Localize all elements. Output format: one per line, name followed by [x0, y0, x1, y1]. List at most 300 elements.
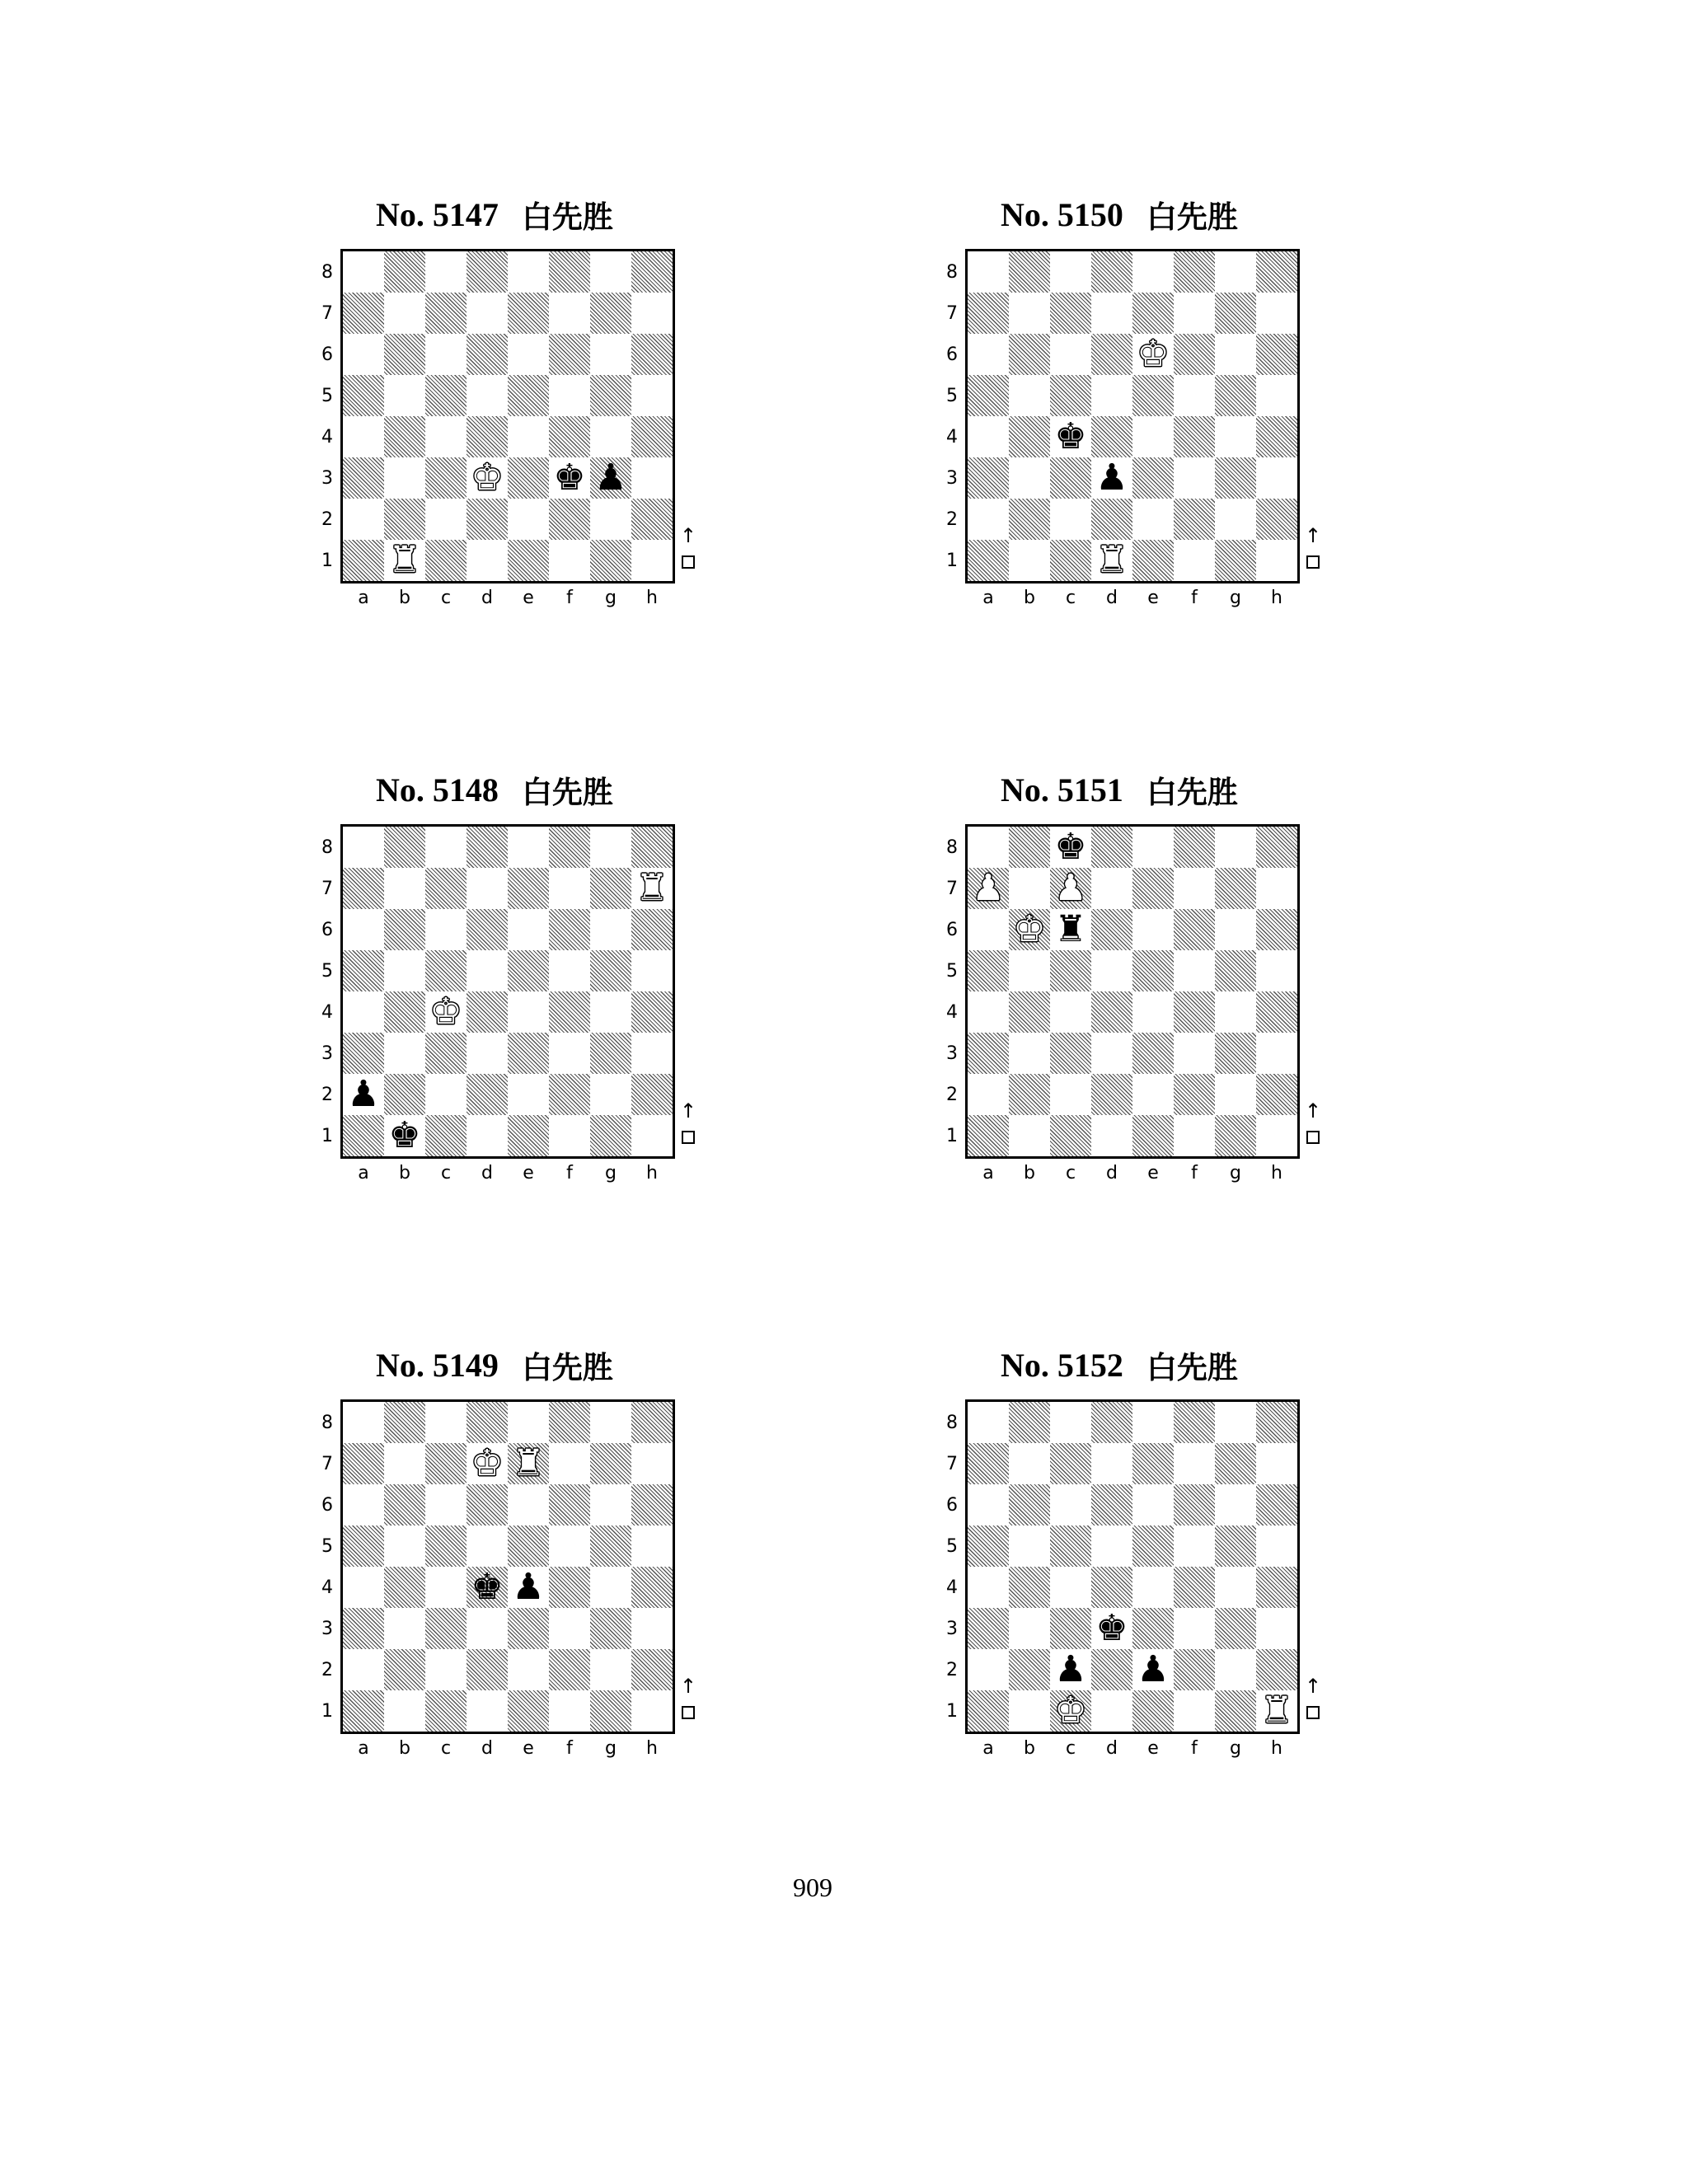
square-c5	[425, 375, 467, 416]
square-e1	[1132, 1690, 1174, 1732]
file-label: d	[481, 1162, 493, 1183]
square-f7	[549, 293, 590, 334]
square-h4	[631, 991, 673, 1033]
square-c3	[425, 1033, 467, 1074]
square-e3	[1132, 1608, 1174, 1649]
puzzle-title	[280, 766, 709, 813]
rank-label: 4	[946, 1577, 958, 1598]
file-label: g	[1230, 587, 1241, 608]
square-e3	[1132, 457, 1174, 499]
square-c8	[425, 1402, 467, 1443]
square-f6	[549, 334, 590, 375]
square-e3	[508, 1033, 549, 1074]
square-g5	[1215, 1526, 1256, 1567]
square-g8	[1215, 251, 1256, 293]
square-h5	[1256, 950, 1297, 991]
square-e3	[508, 1608, 549, 1649]
square-e4	[1132, 991, 1174, 1033]
square-f1	[549, 1690, 590, 1732]
puzzle-task: 白先胜	[1146, 1350, 1238, 1385]
square-c1	[425, 540, 467, 581]
puzzle-task: 白先胜	[521, 1350, 613, 1385]
square-f2	[549, 1649, 590, 1690]
black-king-icon: ♚	[553, 457, 586, 499]
square-b2	[384, 499, 425, 540]
square-a4	[968, 1567, 1009, 1608]
square-d8	[467, 251, 508, 293]
up-arrow-icon: ↑	[679, 1099, 697, 1122]
square-g2	[1215, 1074, 1256, 1115]
square-b4	[1009, 1567, 1050, 1608]
square-e4	[508, 416, 549, 457]
rank-label: 3	[946, 1043, 958, 1064]
square-h7	[631, 1443, 673, 1484]
square-h2	[1256, 1649, 1297, 1690]
square-h5	[631, 1526, 673, 1567]
square-e1	[508, 1115, 549, 1156]
rank-label: 1	[946, 1125, 958, 1146]
square-f8	[1174, 827, 1215, 868]
square-a4	[968, 991, 1009, 1033]
square-g6	[1215, 909, 1256, 950]
puzzle-5148	[280, 766, 709, 1228]
rank-label: 2	[321, 1659, 333, 1680]
file-label: e	[523, 1737, 534, 1759]
square-a5	[968, 950, 1009, 991]
up-arrow-icon: ↑	[1304, 1675, 1322, 1698]
square-f4	[549, 416, 590, 457]
square-g6	[590, 1484, 631, 1526]
square-e7	[1132, 293, 1174, 334]
white-king-icon: ♚	[1013, 908, 1046, 950]
square-h8	[631, 251, 673, 293]
square-d4	[467, 991, 508, 1033]
square-b1	[384, 1690, 425, 1732]
square-a4	[968, 416, 1009, 457]
white-square-icon	[682, 1706, 695, 1719]
chess-board	[340, 1399, 675, 1734]
square-h3	[631, 1608, 673, 1649]
rank-label: 1	[946, 550, 958, 571]
square-b5	[384, 950, 425, 991]
square-h6	[1256, 909, 1297, 950]
square-g3	[1215, 1608, 1256, 1649]
square-a7	[968, 293, 1009, 334]
rank-label: 4	[321, 1577, 333, 1598]
square-c6	[1050, 334, 1091, 375]
file-label: c	[1065, 587, 1076, 608]
square-a4	[343, 1567, 384, 1608]
white-king-icon: ♚	[471, 457, 504, 499]
square-a2	[968, 499, 1009, 540]
file-label: f	[1191, 1162, 1198, 1183]
square-b3	[384, 1608, 425, 1649]
square-e4	[508, 991, 549, 1033]
rank-label: 2	[321, 509, 333, 530]
square-f2	[549, 499, 590, 540]
square-d3	[467, 1608, 508, 1649]
square-f8	[549, 251, 590, 293]
square-a6	[343, 334, 384, 375]
rank-label: 7	[946, 878, 958, 899]
square-c6	[1050, 1484, 1091, 1526]
square-h7	[631, 293, 673, 334]
square-c5	[1050, 375, 1091, 416]
square-d5	[1091, 375, 1132, 416]
rank-label: 2	[946, 1659, 958, 1680]
page-number: 909	[793, 1872, 832, 1902]
white-square-icon	[682, 555, 695, 569]
square-e4	[1132, 1567, 1174, 1608]
square-d6	[467, 909, 508, 950]
puzzle-title	[905, 191, 1334, 237]
square-f8	[1174, 1402, 1215, 1443]
square-f2	[1174, 1074, 1215, 1115]
rank-label: 5	[321, 960, 333, 982]
square-a2	[343, 499, 384, 540]
square-h6	[631, 1484, 673, 1526]
square-e1	[1132, 1115, 1174, 1156]
square-h7	[1256, 293, 1297, 334]
square-d2	[467, 1074, 508, 1115]
square-e8	[1132, 251, 1174, 293]
square-g4	[590, 416, 631, 457]
square-g1	[1215, 1115, 1256, 1156]
square-e5	[508, 950, 549, 991]
square-a2	[968, 1074, 1009, 1115]
square-e6	[508, 334, 549, 375]
square-h8	[1256, 827, 1297, 868]
square-f6	[549, 909, 590, 950]
square-b4	[1009, 416, 1050, 457]
square-c3	[1050, 1608, 1091, 1649]
square-c8	[1050, 251, 1091, 293]
file-label: b	[1024, 587, 1035, 608]
square-g3	[590, 1033, 631, 1074]
rank-label: 8	[946, 1412, 958, 1433]
square-f6	[1174, 334, 1215, 375]
file-label: a	[358, 1162, 369, 1183]
square-g4	[1215, 416, 1256, 457]
square-e5	[1132, 950, 1174, 991]
puzzle-5149	[280, 1342, 709, 1803]
square-d2	[1091, 499, 1132, 540]
rank-label: 4	[321, 426, 333, 448]
square-c6	[425, 909, 467, 950]
file-label: g	[605, 1737, 617, 1759]
square-h4	[631, 1567, 673, 1608]
square-b8	[384, 827, 425, 868]
file-label: e	[523, 1162, 534, 1183]
square-d7	[467, 293, 508, 334]
white-pawn-icon: ♟	[972, 867, 1005, 909]
square-g2	[1215, 499, 1256, 540]
square-d6	[467, 1484, 508, 1526]
square-b7	[1009, 293, 1050, 334]
square-b3	[384, 457, 425, 499]
white-rook-icon: ♜	[635, 867, 668, 909]
square-g7	[590, 293, 631, 334]
square-f6	[1174, 909, 1215, 950]
square-f6	[1174, 1484, 1215, 1526]
square-a5	[343, 1526, 384, 1567]
square-d8	[1091, 1402, 1132, 1443]
black-pawn-icon: ♟	[347, 1073, 380, 1115]
rank-label: 3	[946, 1618, 958, 1639]
puzzle-number: No. 5149	[376, 1346, 499, 1384]
square-g3	[590, 1608, 631, 1649]
square-e7	[508, 293, 549, 334]
square-a7	[343, 1443, 384, 1484]
square-a3	[343, 1608, 384, 1649]
square-f1	[549, 540, 590, 581]
white-rook-icon: ♜	[388, 539, 421, 581]
square-a6	[343, 1484, 384, 1526]
square-a7	[343, 293, 384, 334]
square-c7	[425, 293, 467, 334]
file-label: g	[1230, 1737, 1241, 1759]
square-g8	[1215, 1402, 1256, 1443]
square-g4	[1215, 1567, 1256, 1608]
square-h2	[1256, 1074, 1297, 1115]
square-c2	[425, 1649, 467, 1690]
black-pawn-icon: ♟	[1095, 457, 1128, 499]
square-g1	[590, 1115, 631, 1156]
square-f4	[1174, 416, 1215, 457]
rank-label: 1	[321, 550, 333, 571]
square-d3	[467, 1033, 508, 1074]
square-h7	[1256, 868, 1297, 909]
rank-label: 8	[321, 1412, 333, 1433]
square-f1	[549, 1115, 590, 1156]
square-g1	[590, 540, 631, 581]
black-rook-icon: ♜	[1054, 908, 1087, 950]
square-a6	[968, 1484, 1009, 1526]
square-g5	[590, 1526, 631, 1567]
square-e4	[1132, 416, 1174, 457]
black-pawn-icon: ♟	[512, 1566, 545, 1608]
white-to-move-icon	[681, 1676, 696, 1724]
square-a4	[343, 991, 384, 1033]
file-label: d	[1106, 1162, 1118, 1183]
file-label: f	[1191, 1737, 1198, 1759]
square-e5	[1132, 1526, 1174, 1567]
square-b4	[384, 991, 425, 1033]
square-f8	[549, 827, 590, 868]
square-f2	[1174, 499, 1215, 540]
rank-label: 4	[321, 1001, 333, 1023]
square-g2	[590, 1649, 631, 1690]
square-e2	[508, 1074, 549, 1115]
rank-label: 6	[946, 344, 958, 365]
puzzle-task: 白先胜	[521, 775, 613, 810]
square-c1	[425, 1115, 467, 1156]
square-e2	[508, 499, 549, 540]
black-king-icon: ♚	[1095, 1607, 1128, 1649]
square-e7	[1132, 1443, 1174, 1484]
square-c1	[1050, 540, 1091, 581]
white-king-icon: ♚	[429, 991, 462, 1033]
puzzle-5150	[905, 191, 1334, 653]
file-label: g	[1230, 1162, 1241, 1183]
square-h3	[1256, 1608, 1297, 1649]
square-h2	[1256, 499, 1297, 540]
square-h3	[631, 457, 673, 499]
square-b2	[384, 1649, 425, 1690]
square-b1	[1009, 1690, 1050, 1732]
square-a1	[343, 1115, 384, 1156]
puzzle-title	[905, 1342, 1334, 1388]
rank-label: 7	[946, 302, 958, 324]
file-label: f	[1191, 587, 1198, 608]
square-f1	[1174, 1115, 1215, 1156]
square-c7	[1050, 1443, 1091, 1484]
square-b6	[1009, 1484, 1050, 1526]
square-g5	[590, 375, 631, 416]
square-g2	[590, 1074, 631, 1115]
square-b5	[1009, 1526, 1050, 1567]
puzzle-5147	[280, 191, 709, 653]
square-d8	[1091, 827, 1132, 868]
chess-board	[340, 824, 675, 1159]
square-e1	[508, 1690, 549, 1732]
square-c3	[1050, 1033, 1091, 1074]
rank-label: 8	[321, 837, 333, 858]
rank-label: 5	[321, 385, 333, 406]
square-a3	[343, 1033, 384, 1074]
puzzle-number: No. 5147	[376, 195, 499, 233]
file-label: d	[481, 1737, 493, 1759]
square-g7	[590, 868, 631, 909]
square-g7	[590, 1443, 631, 1484]
square-g2	[1215, 1649, 1256, 1690]
square-b2	[1009, 1074, 1050, 1115]
square-e7	[508, 868, 549, 909]
square-a6	[968, 909, 1009, 950]
square-e7	[1132, 868, 1174, 909]
file-label: c	[1065, 1737, 1076, 1759]
square-a8	[343, 251, 384, 293]
square-b7	[384, 1443, 425, 1484]
square-f6	[549, 1484, 590, 1526]
square-c8	[425, 251, 467, 293]
square-d1	[1091, 1115, 1132, 1156]
square-g6	[1215, 334, 1256, 375]
square-d8	[467, 827, 508, 868]
white-king-icon: ♚	[1054, 1690, 1087, 1732]
white-square-icon	[1306, 1706, 1320, 1719]
puzzle-task: 白先胜	[521, 199, 613, 235]
file-label: h	[1271, 1162, 1282, 1183]
square-d1	[1091, 1690, 1132, 1732]
square-h2	[631, 1074, 673, 1115]
square-f3	[1174, 1608, 1215, 1649]
square-e6	[1132, 909, 1174, 950]
file-label: h	[1271, 587, 1282, 608]
square-h8	[631, 1402, 673, 1443]
square-c4	[1050, 1567, 1091, 1608]
square-c5	[425, 950, 467, 991]
square-f8	[549, 1402, 590, 1443]
square-g5	[1215, 950, 1256, 991]
square-h5	[1256, 1526, 1297, 1567]
square-f3	[549, 1608, 590, 1649]
square-c4	[425, 416, 467, 457]
rank-label: 2	[946, 1084, 958, 1105]
square-a3	[343, 457, 384, 499]
file-label: f	[566, 1737, 573, 1759]
square-f4	[549, 1567, 590, 1608]
square-d4	[1091, 416, 1132, 457]
puzzle-title	[280, 1342, 709, 1388]
square-d6	[1091, 334, 1132, 375]
up-arrow-icon: ↑	[1304, 1099, 1322, 1122]
square-a1	[343, 540, 384, 581]
chess-board	[965, 249, 1300, 583]
square-f1	[1174, 1690, 1215, 1732]
square-g6	[590, 909, 631, 950]
up-arrow-icon: ↑	[679, 1675, 697, 1698]
square-d2	[467, 499, 508, 540]
square-b3	[384, 1033, 425, 1074]
square-h2	[631, 499, 673, 540]
rank-label: 6	[946, 919, 958, 940]
file-label: b	[399, 1162, 410, 1183]
square-g4	[590, 991, 631, 1033]
file-label: e	[523, 587, 534, 608]
square-g5	[590, 950, 631, 991]
square-f1	[1174, 540, 1215, 581]
square-h7	[1256, 1443, 1297, 1484]
puzzle-number: No. 5152	[1001, 1346, 1123, 1384]
file-label: e	[1147, 587, 1159, 608]
square-e2	[1132, 499, 1174, 540]
square-g2	[590, 499, 631, 540]
square-a6	[968, 334, 1009, 375]
rank-label: 5	[946, 385, 958, 406]
square-a5	[343, 375, 384, 416]
puzzle-number: No. 5151	[1001, 771, 1123, 808]
square-f7	[1174, 1443, 1215, 1484]
black-king-icon: ♚	[471, 1566, 504, 1608]
black-pawn-icon: ♟	[1137, 1648, 1170, 1690]
square-h1	[1256, 540, 1297, 581]
square-h6	[1256, 334, 1297, 375]
square-d7	[467, 868, 508, 909]
square-c8	[1050, 1402, 1091, 1443]
white-to-move-icon	[1306, 526, 1320, 574]
rank-label: 4	[946, 426, 958, 448]
square-a5	[968, 375, 1009, 416]
square-g3	[1215, 457, 1256, 499]
square-h3	[631, 1033, 673, 1074]
rank-label: 2	[946, 509, 958, 530]
file-label: a	[358, 1737, 369, 1759]
square-d8	[1091, 251, 1132, 293]
white-to-move-icon	[681, 1101, 696, 1149]
square-b6	[1009, 334, 1050, 375]
file-label: b	[1024, 1162, 1035, 1183]
square-c2	[1050, 499, 1091, 540]
square-a6	[343, 909, 384, 950]
square-e1	[508, 540, 549, 581]
white-square-icon	[682, 1131, 695, 1144]
square-g7	[1215, 1443, 1256, 1484]
square-g8	[590, 1402, 631, 1443]
rank-label: 8	[321, 261, 333, 283]
puzzle-5152	[905, 1342, 1334, 1803]
square-e6	[1132, 1484, 1174, 1526]
